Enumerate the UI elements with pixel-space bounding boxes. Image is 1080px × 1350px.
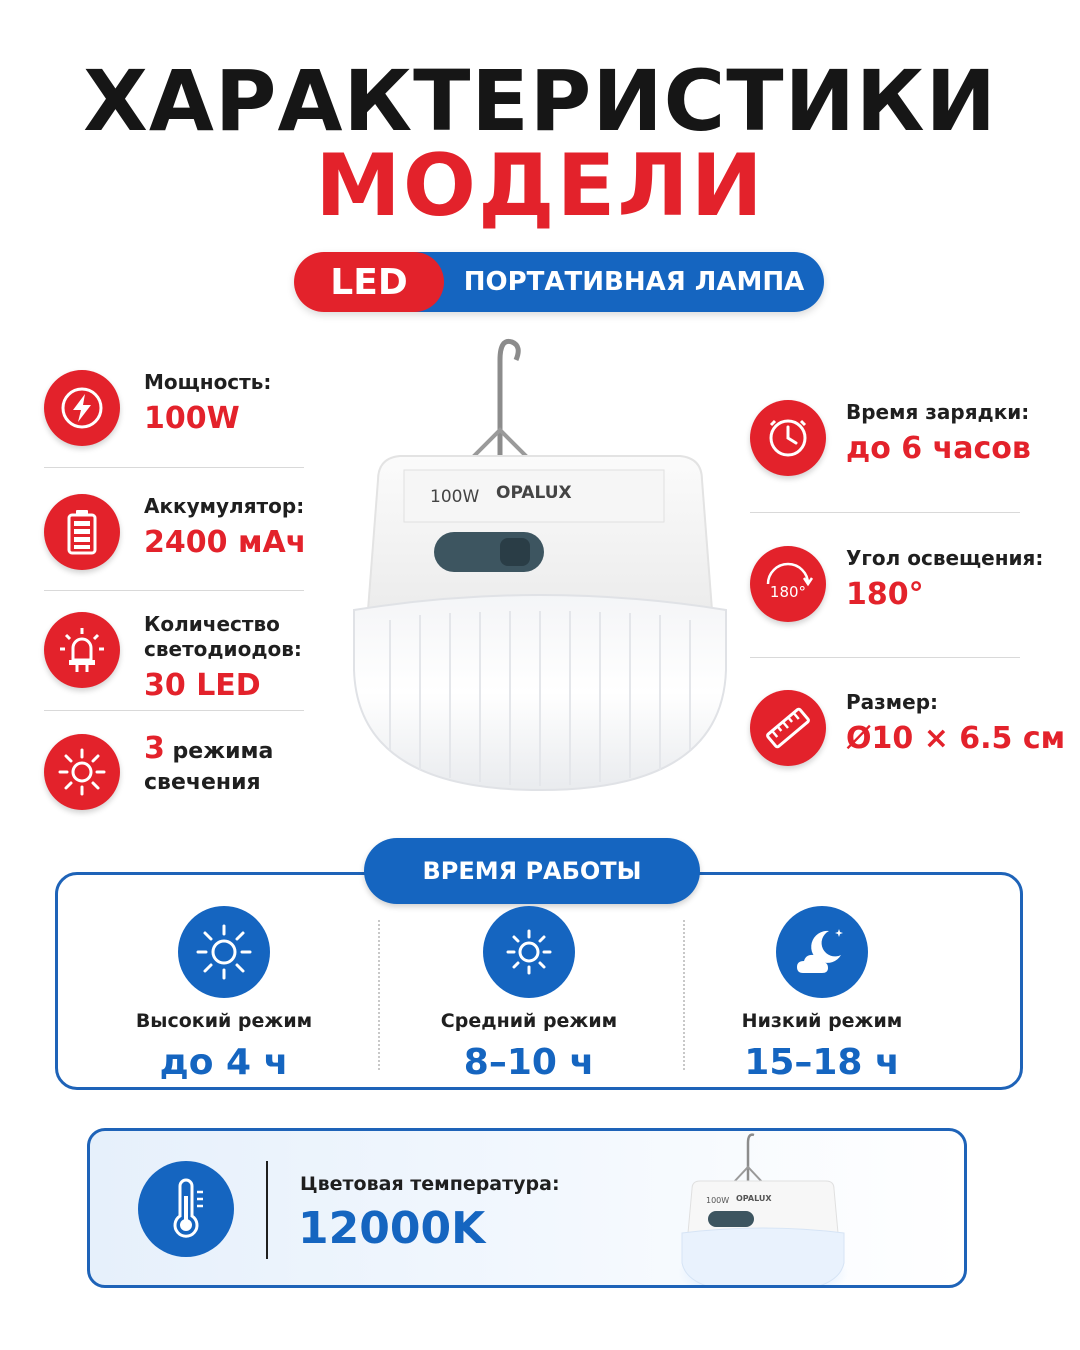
spec-charge-time (750, 400, 1031, 476)
spec-led-count-label1: Количество (144, 612, 280, 636)
small-lamp-label-power: 100W (706, 1196, 730, 1205)
angle-icon-text: 180° (769, 583, 807, 601)
spec-angle (750, 546, 1043, 622)
sun-icon (44, 734, 120, 810)
spec-modes-label1: режима (164, 739, 274, 764)
sun-high-icon (178, 906, 270, 998)
divider (44, 590, 304, 591)
spec-charge-label: Время зарядки: (846, 400, 1030, 424)
spec-angle-label: Угол освещения: (846, 546, 1044, 570)
angle-icon (750, 546, 826, 622)
spec-battery-value: 2400 мАч (144, 525, 307, 560)
mode-high-value: до 4 ч (159, 1042, 289, 1083)
lightning-icon (44, 370, 120, 446)
mode-medium (379, 906, 679, 1083)
badge-led: LED (294, 252, 444, 312)
mode-high (74, 906, 374, 1083)
work-time-title: ВРЕМЯ РАБОТЫ (364, 838, 700, 904)
spec-power (44, 370, 271, 446)
spec-power-label: Мощность: (144, 370, 272, 394)
spec-modes (44, 731, 274, 810)
spec-size-label: Размер: (846, 690, 939, 714)
spec-angle-value: 180° (846, 577, 924, 612)
product-type-badge (294, 252, 824, 312)
mode-low-value: 15–18 ч (744, 1042, 900, 1083)
moon-cloud-icon (776, 906, 868, 998)
spec-modes-label2: свечения (144, 770, 261, 795)
led-bulb-icon (44, 612, 120, 688)
mode-medium-value: 8–10 ч (463, 1042, 595, 1083)
mode-low-label: Низкий режим (741, 1010, 903, 1032)
small-lamp-label-brand: OPALUX (736, 1194, 772, 1203)
lamp-image (330, 330, 750, 810)
battery-icon (44, 494, 120, 570)
spec-charge-value: до 6 часов (846, 431, 1031, 466)
small-lamp-image (678, 1128, 848, 1288)
spec-led-count-label2: светодиодов: (144, 637, 302, 661)
spec-size (750, 690, 1065, 766)
divider (44, 467, 304, 468)
color-temp-panel (87, 1128, 967, 1288)
color-temp-value: 12000K (298, 1203, 486, 1254)
spec-size-value: Ø10 × 6.5 см (846, 721, 1066, 756)
divider (750, 657, 1020, 658)
divider (266, 1161, 268, 1259)
badge-type: ПОРТАТИВНАЯ ЛАМПА (404, 252, 824, 312)
sun-medium-icon (483, 906, 575, 998)
spec-battery-label: Аккумулятор: (144, 494, 305, 518)
spec-power-value: 100W (144, 401, 240, 436)
lamp-label-power: 100W (430, 487, 480, 507)
spec-led-count-value: 30 LED (144, 668, 261, 703)
page-title-line2: МОДЕЛИ (315, 136, 765, 236)
mode-low (672, 906, 972, 1083)
lamp-label-brand: OPALUX (496, 483, 572, 503)
page-title-line1: ХАРАКТЕРИСТИКИ (83, 52, 997, 150)
divider (44, 710, 304, 711)
clock-icon (750, 400, 826, 476)
ruler-icon (750, 690, 826, 766)
color-temp-label: Цветовая температура: (300, 1173, 560, 1195)
spec-led-count (44, 612, 302, 703)
mode-high-label: Высокий режим (135, 1010, 313, 1032)
spec-battery (44, 494, 306, 570)
mode-medium-label: Средний режим (440, 1010, 618, 1032)
thermometer-icon (138, 1161, 234, 1257)
spec-modes-count: 3 (144, 731, 165, 766)
divider (750, 512, 1020, 513)
